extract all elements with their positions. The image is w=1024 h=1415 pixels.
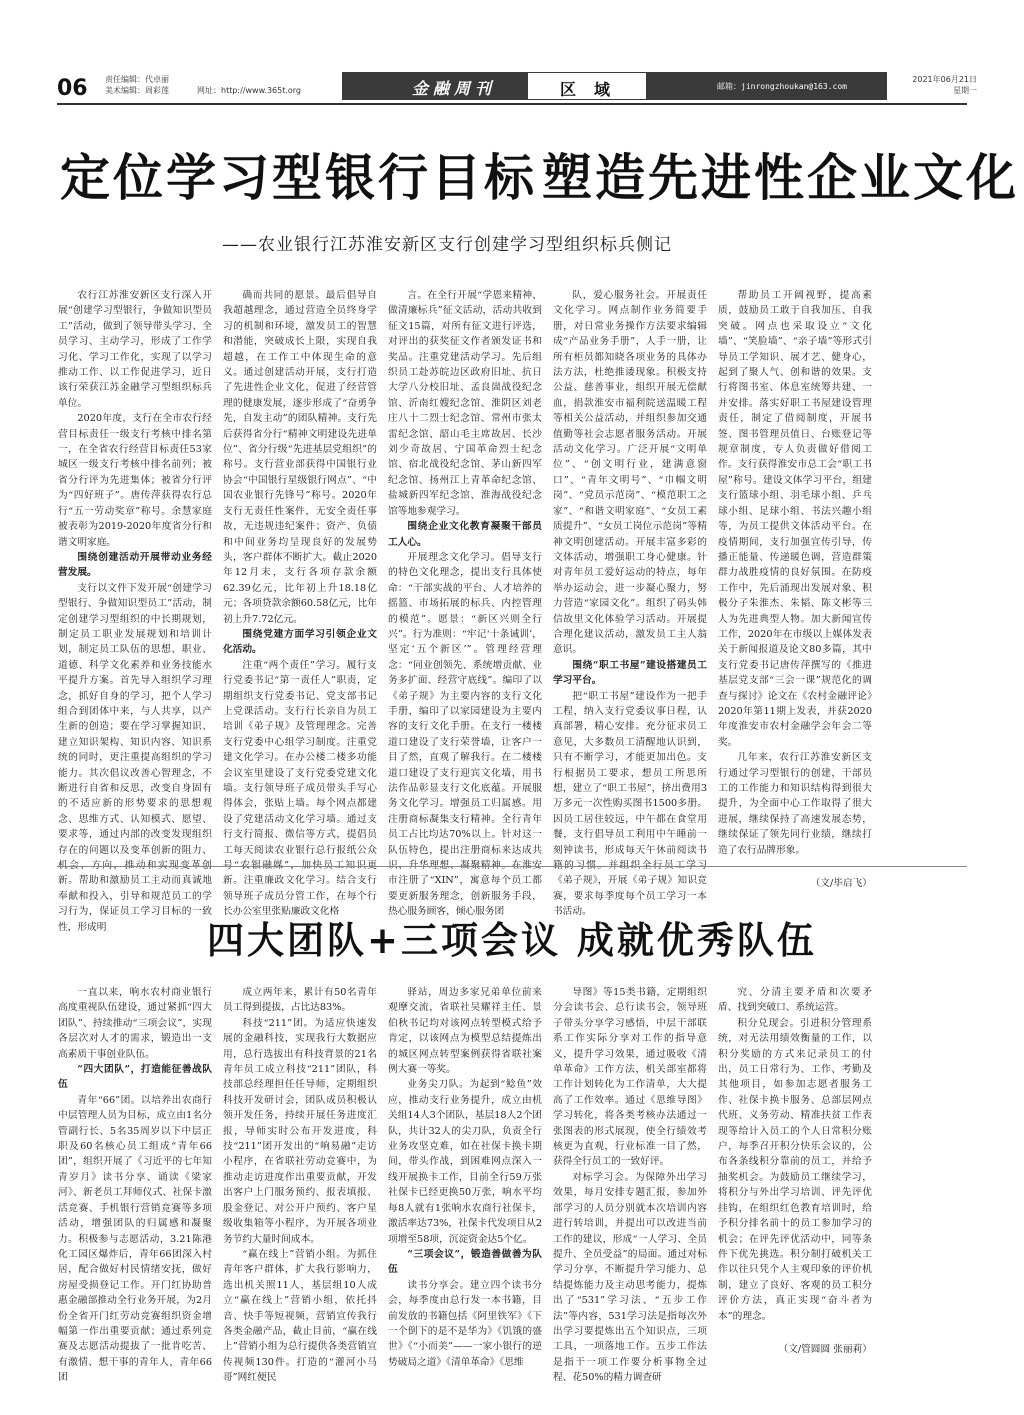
paragraph: 几年来，农行江苏淮安新区支行通过学习型银行的创建，干部员工的工作能力和知识结构得到很大提升，为全面中心工作取得了很大进展，继续保持了高速发展态势，继续保证了领先同行业绩，继续打造了农行品牌形象。 bbox=[718, 752, 872, 856]
subsection-heading: 围绕“职工书屋”建设搭建员工学习平台。 bbox=[553, 659, 707, 687]
article1-column bbox=[388, 288, 542, 918]
byline: （文/毕启飞） bbox=[810, 878, 872, 890]
paragraph: 业务尖刀队。为起到“鲶鱼”效应，推动支行业务提升，成立由机关组14人3个团队，基层18人2个团队，共计32人的尖刀队，负责全行业务攻坚克难，如在社保卡换卡期间，带头作战，到困难网点深入一线开展换卡工作，目前全行59万张社保卡已经更换50万张，响水平均每8人就有1张响水农商行社保卡，激活率达73%，社保卡代发项目从2项增至58项，沉淀资金达5个亿。 bbox=[388, 1079, 542, 1245]
masthead bbox=[57, 72, 977, 106]
paragraph: 成立两年来，累计有50名青年员工得到提拔，占比达83%。 bbox=[223, 987, 377, 1014]
paragraph: 言。在全行开展“学恩来精神、做清廉标兵”征文活动，活动共收到征文15篇，对所有征文进行评选，对评出的获奖征文作者颁发证书和奖品。注重党建活动学习。先后组织员工赴苏皖边区政府旧址、抗日大学八分校旧址、孟良崮战役纪念馆、沂南红嫂纪念馆、淮阴区刘老庄八十二烈士纪念馆、常州市张太雷纪念馆、韶山毛主席故居、长沙刘少奇故居、宁国革命烈士纪念馆、宿北战役纪念馆、茅山新四军纪念馆、扬州江上青革命纪念馆、盐城新四军纪念馆、淮海战役纪念馆等地参观学习。 bbox=[388, 290, 542, 517]
article1-column bbox=[718, 288, 872, 890]
section-box bbox=[527, 72, 647, 100]
article2-column bbox=[553, 985, 707, 1385]
paragraph: 究、分清主要矛盾和次要矛盾、找到突破口、系统运营。 bbox=[718, 987, 872, 1014]
editor-credits bbox=[105, 74, 169, 96]
paragraph: 积分兑现会。引进积分管理系统，对无法用绩效衡量的工作，以积分奖励的方式来记录员工的付出，员工日常行为、工作、考勤及其他项目，如参加志愿者服务工作、社保卡换卡服务、总部层网点代班、义务劳动、精准扶贫工作表现等给计入员工的个人日常积分账户，每季召开积分快乐会议的，公布各条线积分靠前的员工，并给予抽奖机会。为鼓励员工继续学习，将积分与外出学习培训、评先评优挂钩，在组织红色教育培训时，给予积分排名前十的员工参加学习的机会；在评先评优活动中，同等条件下优先挑选。积分制打破机关工作以往只凭个人主观印象的评价机制，建立了良好、客观的员工积分评价方法，真正实现“奋斗者为本”的理念。 bbox=[718, 1017, 872, 1322]
paragraph: 青年“66”团。以培养出农商行中层管理人员为目标，成立由1名分管副行长、5名35周岁以下中层正职及60名核心员工组成“青年66团”，组织开展了《习近平的七年知青岁月》读书分享、诵读《梁家河》、新老员工拜师仪式、社保卡激活竞赛、手机银行营销竞赛等多项活动，增强团队的归属感和凝聚力。积极参与志愿活动，3.21陈港化工园区爆炸后，青年66团深入村居，配合做好村民情绪安抚，做好房屋受损登记工作。开门红协助普惠金融部推动全行业务开展，为2月份全省开门红劳动竞赛组织资金增幅第一作出重要贡献；通过系列竞赛及志愿活动提拔了一批肯吃苦、有激情、想干事的青年人，青年66团 bbox=[58, 1094, 212, 1384]
article1-title-part1: 定位学习型银行目标 bbox=[60, 149, 537, 207]
article1-subtitle: ——农业银行江苏淮安新区支行创建学习型组织标兵侧记 bbox=[222, 235, 672, 255]
article1-column bbox=[553, 288, 707, 918]
date-text: 2021年06月21日 bbox=[912, 75, 977, 84]
paragraph: 科技“211”团。为适应快速发展的金融科技，实现我行大数据应用，总行选拔出有科技背景的21名青年员工成立科技“211”团队，科技部总经理担任任导师，定期组织科技开发研讨会，团队成员积极认领开发任务，持续开展任务进度汇报，导师实时公布开发进度，科技“211”团开发出的“响易融”走访小程序，在省联社劳动竞赛中，为推动走访进度作出重要贡献，开发出客户上门服务预约、报表填报、股金登记、对公开户预约、客户星级收集箱等小程序，为开展各项业务节约大量时间成本。 bbox=[223, 1017, 377, 1245]
paragraph: 确而共同的愿景。最后倡导自我超越理念，通过营造全员终身学习的机制和环境，激发员工的智慧和潜能，突破成长上限，实现自我超越，在工作工中体现生命的意义。通过创建活动开展，支行打造了先进性企业文化，促进了经营管理的健康发展，逐步形成了“奋勇争先，自发主动”的团队精神。支行先后获得省分行“精神文明建设先进单位”、省分行级“先进基层党组织”的称号。支行营业部获得中国银行业协会“中国银行星级银行网点”、“中国农业银行先锋号”称号。2020年支行无责任性案件，无安全责任事故，无违规违纪案件；资产、负债和中间业务均呈现良好的发展势头，客户群体不断扩大。截止2020年12月末，支行各项存款余额62.39亿元，比年初上升18.18亿元；各项贷款余额60.58亿元，比年初上升7.72亿元。 bbox=[223, 290, 377, 625]
website-address: 网址：http://www.365t.org bbox=[197, 86, 302, 95]
paragraph: 一直以来，响水农村商业银行高度重视队伍建设，通过紧抓“四大团队”、持续推动“三项会议”，实现各层次对人才的需求，锻造出一支高素质干事创业队伍。 bbox=[58, 987, 212, 1060]
issue-date bbox=[912, 74, 977, 96]
article1-column bbox=[58, 288, 212, 933]
subsection-heading: 围绕企业文化教育凝聚干部员工人心。 bbox=[388, 521, 542, 548]
article1-body bbox=[58, 288, 872, 933]
subsection-heading: “四大团队”，打造能征善战队伍 bbox=[58, 1064, 212, 1091]
email-address: 邮箱：jinrongzhoukan@163.com bbox=[717, 82, 847, 91]
article1-title-part2: 塑造先进性企业文化 bbox=[542, 149, 1019, 207]
page-number: 06 bbox=[57, 76, 88, 101]
masthead-banner bbox=[342, 72, 887, 100]
paragraph: 注重“两个责任”学习。履行支行党委书记“第一责任人”职责，定期组织支行党委书记、党支部书记上党课活动。支行行长亲自为员工培训《弟子规》及管理理念。完善支行党委中心组学习制度。注重党建文化学习。在办公楼二楼多功能会议室里建设了支行党委党建文化墙。支行领导班子成员带头手写心得体会，张贴上墙。每个网点都建设了党建活动文化学习墙。通过支行支行简报、微信等方式，提倡员工每天阅读农业银行总行报纸公众 新。注重廉政文化学习。结合支行领导班子成员分管工作，在每个行长办公室里张贴廉政文化格 bbox=[223, 659, 377, 918]
header-rule bbox=[57, 103, 967, 105]
subsection-heading: “三项会议”，锻造善做善为队伍 bbox=[388, 1248, 542, 1276]
art-editor: 美术编辑：周彩莲 bbox=[105, 86, 169, 95]
paragraph: 2020年度，支行在全市农行经营目标责任一级支行考核中排名第一，在全省农行经营目标责任53家城区一级支行考核中排名前列；被省分行评为先进集体；被省分行评为“四好班子”。唐传萍获得农行总行“五一劳动奖章”称号。余慧家庭被表彰为2019-2020年度省分行和谐文明家庭。 bbox=[58, 413, 212, 548]
paragraph: 读书分享会。建立四个读书分会，每季度由总行发一本书籍，目前发放的书籍包括《阿里铁军》《下一个倒下的是不是华为》《饥饿的盛世》《“小而美”——一家小银行的逆势破局之道》《清单革命》《思维 bbox=[388, 1279, 542, 1368]
article2-column bbox=[718, 985, 872, 1385]
paragraph: 农行江苏淮安新区支行深入开展“创建学习型银行，争做知识型员工”活动，做到了领导带头学习、全员学习、主动学习，形成了工作学习化、学习工作化，实现了以学习推动工作、以工作促进学习，近日该行荣获江苏金融学习型组织标兵单位。 bbox=[58, 290, 212, 409]
paragraph: 队，爱心服务社会。开展责任文化学习。网点制作业务简要手册，对日常业务操作方法要求编辑成“产品业务手册”，人手一册，让所有柜员都知晓各项业务的具体办法方法，杜绝推诿现象。积极支持公益、慈善事业，组织开展无偿献血，捐款淮安市福利院送温暖工程等相关公益活动，并组织参加交通值勤等社会志愿者服务活动。开展活动文化学习。广泛开展“文明单位”、“创文明行业，建满意窗口”、“青年文明号”、“巾帼文明岗”、“党员示范岗”、“模范职工之家”、“和谐文明家庭”、“女员工素质提升”、“女员工岗位示范岗”等精神文明创建活动。开展丰富多彩的文体活动，增强职工身心健康。针对青年员工爱好运动的特点，每年举办运动会，进一步凝心聚力，努力营造“家园文化”。组织了码头韩信故里文化体验学习活动。开展提合理化建议活动，激发员工主人翁意识。 bbox=[553, 290, 707, 656]
paragraph: 驿站，周边多家兄弟单位前来观摩交流，省联社吴耀祥主任、景伯秋书记均对该网点转型模式给予肯定，以该网点为模型总结提炼出的城区网点转型案例获得省联社案例大赛一等奖。 bbox=[388, 987, 542, 1076]
paragraph: 对标学习会。为保障外出学习效果，每月安排专题汇报，参加外部学习的人员分别就本次培训内容进行转培训，并提出可以改进当前工作的建议，形成“一人学习、全员提升、全员受益”的局面。通过对标学习分享，不断提升学习能力、总结提炼能力及主动思考能力，提炼出了“531”学习法、“五步工作法”等内容，531学习法是指每次外出学习要提炼出五个知识点，三项工具，一项落地工作。五步工作法是指干一项工作要分析事物全过程、花50%的精力调查研 bbox=[553, 1171, 707, 1384]
paragraph: 开展理念文化学习。倡导支行的特色文化理念，提出支行具体使命：“干部实战的平台、人才培养的摇篮、市场拓展的标兵、内控管理的模范”。愿景：“新区兴则全行兴”。行为准则：“牢记‘十条诫训’，坚定‘五个新区’”。管理经营理念：“同业创领先、系统增贡献、业务多扩面、经营守底线”。编印了以《弟子规》为主要内容的支行文化手册，编印了以家园建设为主要内容的支行文化手册。在支行一楼楼道口建设了支行荣誉墙，让客户一目了然，直观了解我行。在二楼楼道口建设了支行迎宾文化墙，用书法作品彰显支行文化底蕴。开展服务文化学习。增强员工归属感。用注册商标凝集支行精神。全行青年员工占比均达70%以上。针对这一队伍特色，提出注册商标来达成共 市注册了“XIN”，寓意每个员工都要更新服务理念，创新服务手段，热心服务顾客，倾心服务团 bbox=[388, 551, 542, 918]
subsection-heading: 围绕创建活动开展带动业务经营发展。 bbox=[58, 551, 212, 579]
paragraph: “赢在线上”营销小组。为抓住青年客户群体，扩大我行影响力，选出机关照11人，基层组10人成立“赢在线上”营销小组，依托抖音、快手等短视频，营销宣传我行各类金融产品，截止目前，“赢在线上”营销小组为总行提供各类营销宣传视频130件。打造的“灌河小马哥”网红便民 bbox=[223, 1248, 377, 1384]
article-divider bbox=[57, 866, 967, 867]
article2-headline: 四大团队+三项会议 成就优秀队伍 bbox=[207, 919, 817, 962]
byline: （文/管圆圆 张丽莉） bbox=[778, 1343, 872, 1355]
paragraph: 支行以文件下发开展“创建学习型银行、争做知识型员工”活动，制定创建学习型组织的中长期规划，制定员工职业发展规划和培训计划，制定员工队伍的思想、职业、道德、科学文化素养和业务技能水平提升方案。首先导入组织学习理念，抓好自身的学习，把个人学习组合到团体中来，与人共享，以产生新的创造；要在学习掌握知识、建立知识架构、知识内容、知识系统的同时，更注重提高组织的学习能力。其次倡议改善心智理念，不断进行自省和反思，改变自身固有的不适应新的形势要求的思想观念、思维方式、认知模式、愿望、要求等，通过内部的改变发现组织存在的问题以及变革创新的阻力、 新。帮助和激励员工主动而真诚地奉献和投入，引导和规范员工的学习行为，保证员工学习目标的一致性，形成明 bbox=[58, 582, 212, 933]
subsection-heading: 围绕党建方面学习引领企业文化活动。 bbox=[223, 628, 377, 656]
article2-column bbox=[223, 985, 377, 1385]
article2-column bbox=[58, 985, 212, 1385]
article1-column bbox=[223, 288, 377, 918]
weekday-text: 星期一 bbox=[953, 86, 977, 95]
paragraph: 帮助员工开阔视野，提高素质，鼓励员工敢于自我加压、自我突破。网点也采取设立“文化墙”、“笑脸墙”、“亲子墙”等形式引导员工学知识、展才艺、健身心，起到了聚人气、创和谐的效果。支行将图书室、体息室统筹共建、一并安排。落实好职工书屋建设管理责任，制定了借阅制度，开展书签、图书管理员值日、台账登记等规章制度，专人负责做好借阅工作。支行获得淮安市总工会“职工书屋”称号。建设文体学习平台，组建支行篮球小组、羽毛球小组、乒乓球小组、足球小组、书法兴趣小组等，为员工提供文体活动平台。在疫情期间，支行加强宣传引导，传播正能量、传递暖色调，营造群策群力战胜疫情的良好氛围。在防疫工作中，先后涌现出发展对象、积极分子朱淮杰、朱韬、陈文彬等三人为先进典型人物。加大新闻宣传工作，2020年在市级以上媒体发表关于新闻报道及论文80多篇，其中支行党委书记唐传萍撰写的《推进基层党支部“三会一课”规范化的调查与探讨》论文在《农村金融评论》2020年第11期上发表，并获2020年度淮安市农村金融学会年会二等奖。 bbox=[718, 290, 872, 748]
article2-body bbox=[58, 985, 872, 1385]
article2-column bbox=[388, 985, 542, 1385]
article1-headline bbox=[60, 138, 1019, 207]
paper-name: 金融周刊 bbox=[412, 79, 497, 98]
section-name: 区域 bbox=[560, 80, 629, 99]
responsible-editor: 责任编辑：代卓丽 bbox=[105, 75, 169, 84]
paragraph: 导图》等15类书籍，定期组织分会读书会、总行读书会，领导班子带头分享学习感悟，中层干部联系工作实际分享对工作的指导意义，提升学习效果，通过吸收《清单革命》工作方法，机关部室都将工作计划转化为工作清单，大大提高了工作效率。通过《思维导图》学习转化，将各类考核办法通过一张图表的形式展现，使全行绩效考核更为直观，行业标准一目了然，获得全行员工的一致好评。 bbox=[553, 987, 707, 1168]
paragraph: 把“职工书屋”建设作为一把手工程，纳入支行党委议事日程，认真部署，精心安排。充分征求员工意见，大多数员工清醒地认识到，只有不断学习，才能更加出色。支行根据员工要求，想员工所思所想，建立了“职工书屋”，挤出费用3万多元一次性购买图书1500多册。因员工居住较远，中午都在食堂用餐，支行倡导员工利用中午睡前一刻钟读书，形成每天午休前阅读书 《弟子规》，开展《弟子规》知识竞赛，要求每季度每个员工学习一本书活动。 bbox=[553, 690, 707, 918]
